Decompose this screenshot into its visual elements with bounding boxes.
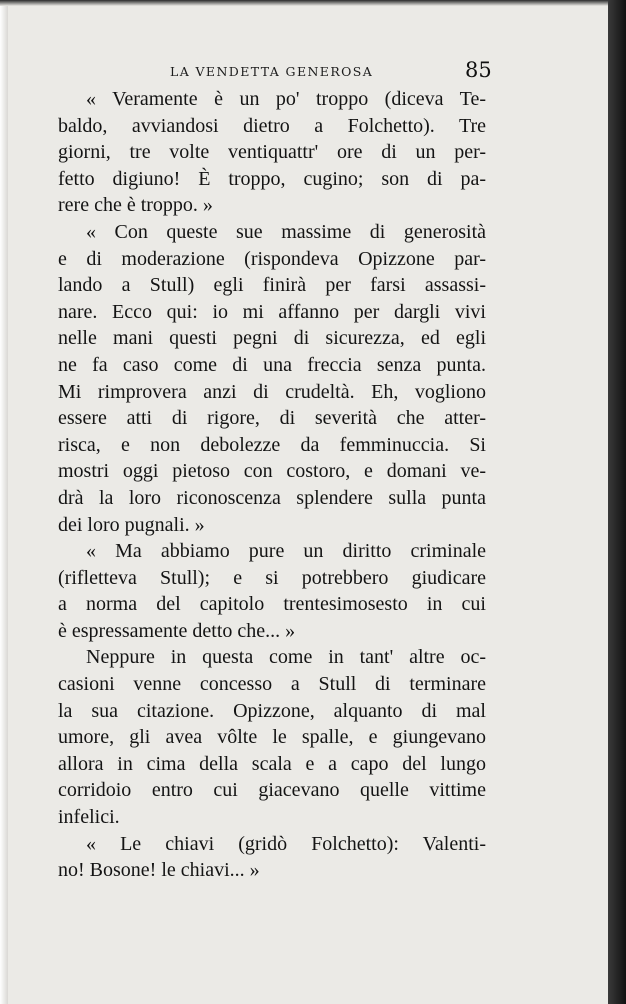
text-line: risca, e non debolezze da femminuccia. Si <box>58 433 486 456</box>
text-line: fetto digiuno! È troppo, cugino; son di pa- <box>58 167 486 190</box>
text-line: lando a Stull) egli finirà per farsi assassi- <box>58 274 486 297</box>
text-line: infelici. <box>58 806 120 829</box>
page-number: 85 <box>465 58 492 82</box>
text-line: dei loro pugnali. » <box>58 513 205 536</box>
text-line: nare. Ecco qui: io mi affanno per dargli vivi <box>58 300 486 323</box>
text-line: umore, gli avea vôlte le spalle, e giungevano <box>58 726 486 749</box>
text-line: « Veramente è un po' troppo (diceva Te- <box>86 88 486 110</box>
text-line: corridoio entro cui giacevano quelle vittime <box>58 779 486 802</box>
paragraph <box>58 86 486 219</box>
paragraph <box>58 219 486 538</box>
text-line: Mi rimprovera anzi di crudeltà. Eh, vogliono <box>58 380 486 403</box>
text-line: e di moderazione (rispondeva Opizzone par- <box>58 247 486 270</box>
page-edge-left <box>0 0 8 1004</box>
text-line: è espressamente detto che... » <box>58 619 296 642</box>
text-line: essere atti di rigore, di severità che atter- <box>58 407 486 430</box>
text-line: allora in cima della scala e a capo del lungo <box>58 752 486 775</box>
page-edge-top <box>0 0 626 6</box>
text-line: Neppure in questa come in tant' altre oc- <box>86 646 486 669</box>
text-line: (rifletteva Stull); e si potrebbero giudicare <box>58 566 486 589</box>
text-line: « Ma abbiamo pure un diritto criminale <box>86 540 486 563</box>
text-line: a norma del capitolo trentesimosesto in cui <box>58 593 486 616</box>
text-line: rere che è troppo. » <box>58 194 213 217</box>
running-head <box>0 58 626 86</box>
running-title: LA VENDETTA GENEROSA <box>170 64 374 79</box>
text-line: « Con queste sue massime di generosità <box>86 220 486 243</box>
paragraph <box>58 644 486 830</box>
text-line: no! Bosone! le chiavi... » <box>58 859 260 882</box>
paragraph <box>58 831 486 884</box>
text-line: baldo, avviandosi dietro a Folchetto). Tre <box>58 114 486 137</box>
text-line: casioni venne concesso a Stull di terminare <box>58 673 486 696</box>
body-text <box>58 86 486 884</box>
text-line: ne fa caso come di una freccia senza punta. <box>58 353 486 376</box>
page-edge-right <box>608 0 626 1004</box>
text-line: drà la loro riconoscenza splendere sulla punta <box>58 486 486 509</box>
text-line: la sua citazione. Opizzone, alquanto di mal <box>58 699 486 722</box>
text-line: mostri oggi pietoso con costoro, e domani ve- <box>58 460 486 483</box>
text-line: giorni, tre volte ventiquattr' ore di un per- <box>58 141 486 164</box>
text-line: « Le chiavi (gridò Folchetto): Valenti- <box>86 832 486 855</box>
paragraph <box>58 538 486 644</box>
text-line: nelle mani questi pegni di sicurezza, ed egli <box>58 327 486 350</box>
